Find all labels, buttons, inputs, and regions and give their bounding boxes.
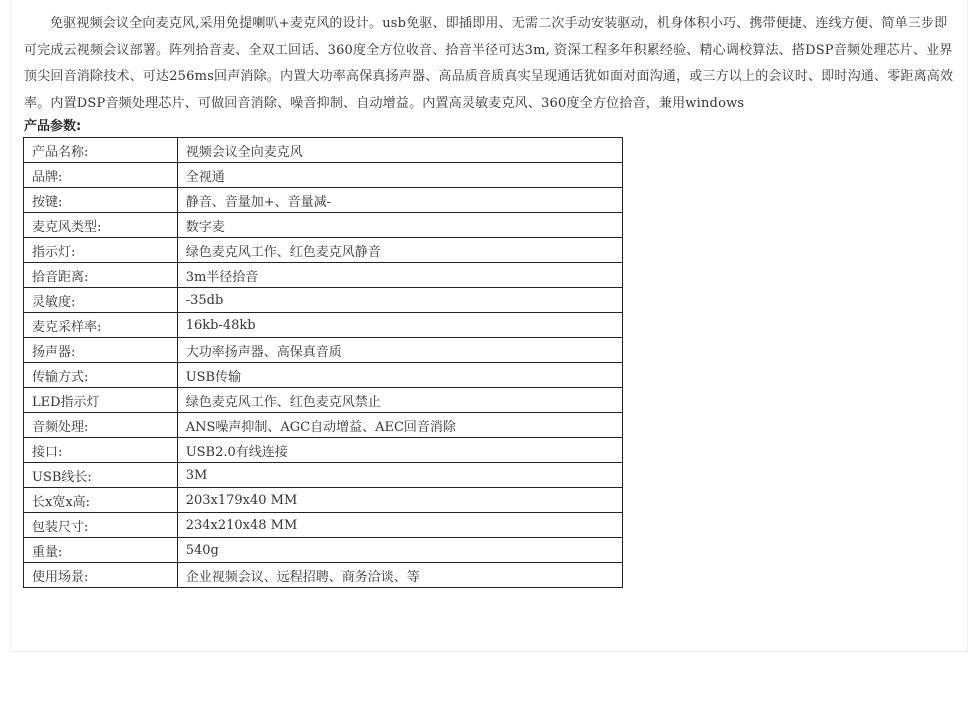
spec-value: 绿色麦克风工作、红色麦克风禁止	[177, 388, 622, 413]
table-row	[24, 213, 623, 238]
spec-label: 接口:	[24, 438, 178, 463]
spec-label: LED指示灯	[24, 388, 178, 413]
spec-label: 拾音距离:	[24, 263, 178, 288]
table-row	[24, 463, 623, 488]
spec-value: ANS噪声抑制、AGC自动增益、AEC回音消除	[177, 413, 622, 438]
table-row	[24, 538, 623, 563]
table-row	[24, 513, 623, 538]
params-heading: 产品参数:	[24, 119, 82, 134]
specs-table	[23, 137, 623, 588]
spec-label: 音频处理:	[24, 413, 178, 438]
spec-label: 包装尺寸:	[24, 513, 178, 538]
table-row	[24, 488, 623, 513]
spec-value: 数字麦	[177, 213, 622, 238]
spec-label: 扬声器:	[24, 338, 178, 363]
spec-value: 540g	[177, 538, 622, 563]
spec-value: 企业视频会议、远程招聘、商务洽谈、等	[177, 563, 622, 588]
table-row	[24, 363, 623, 388]
intro-paragraph: 免驱视频会议全向麦克风,采用免提喇叭+麦克风的设计。usb免驱、即插即用、无需二次手动安装驱动，机身体积小巧、携带便捷、连线方便、简单三步即可完成云视频会议部署。阵列拾音麦、全双工回话、360度全方位收音、拾音半径可达3m, 资深工程多年积累经验、精心调校算法、搭DSP音频处理芯片、业界顶尖回音消除技术、可达256ms回声消除。内置大功率高保真扬声器、高品质音质真实呈现通话犹如面对面沟通，或三方以上的会议时、即时沟通、零距离高效率。内置DSP音频处理芯片、可做回音消除、噪音抑制、自动增益。内置高灵敏麦克风、360度全方位拾音，兼用windows	[24, 16, 954, 111]
table-row	[24, 138, 623, 163]
spec-value: USB传输	[177, 363, 622, 388]
spec-value: 全视通	[177, 163, 622, 188]
specs-table-body	[24, 138, 623, 588]
spec-label: 按键:	[24, 188, 178, 213]
spec-value: 234x210x48 MM	[177, 513, 622, 538]
table-row	[24, 388, 623, 413]
table-row	[24, 413, 623, 438]
spec-value: 静音、音量加+、音量减-	[177, 188, 622, 213]
spec-label: 重量:	[24, 538, 178, 563]
spec-value: 16kb-48kb	[177, 313, 622, 338]
spec-label: 指示灯:	[24, 238, 178, 263]
spec-label: 灵敏度:	[24, 288, 178, 313]
table-row	[24, 313, 623, 338]
spec-label: 品牌:	[24, 163, 178, 188]
spec-value: 大功率扬声器、高保真音质	[177, 338, 622, 363]
spec-label: 传输方式:	[24, 363, 178, 388]
table-row	[24, 438, 623, 463]
spec-value: 视频会议全向麦克风	[177, 138, 622, 163]
spec-value: 3m半径拾音	[177, 263, 622, 288]
table-row	[24, 263, 623, 288]
spec-label: 长x宽x高:	[24, 488, 178, 513]
spec-value: 3M	[177, 463, 622, 488]
spec-value: 绿色麦克风工作、红色麦克风静音	[177, 238, 622, 263]
spec-label: 使用场景:	[24, 563, 178, 588]
table-row	[24, 288, 623, 313]
spec-value: -35db	[177, 288, 622, 313]
table-row	[24, 163, 623, 188]
spec-label: USB线长:	[24, 463, 178, 488]
table-row	[24, 338, 623, 363]
spec-label: 麦克采样率:	[24, 313, 178, 338]
spec-label: 产品名称:	[24, 138, 178, 163]
table-row	[24, 238, 623, 263]
spec-value: 203x179x40 MM	[177, 488, 622, 513]
spec-label: 麦克风类型:	[24, 213, 178, 238]
table-row	[24, 188, 623, 213]
spec-value: USB2.0有线连接	[177, 438, 622, 463]
table-row	[24, 563, 623, 588]
